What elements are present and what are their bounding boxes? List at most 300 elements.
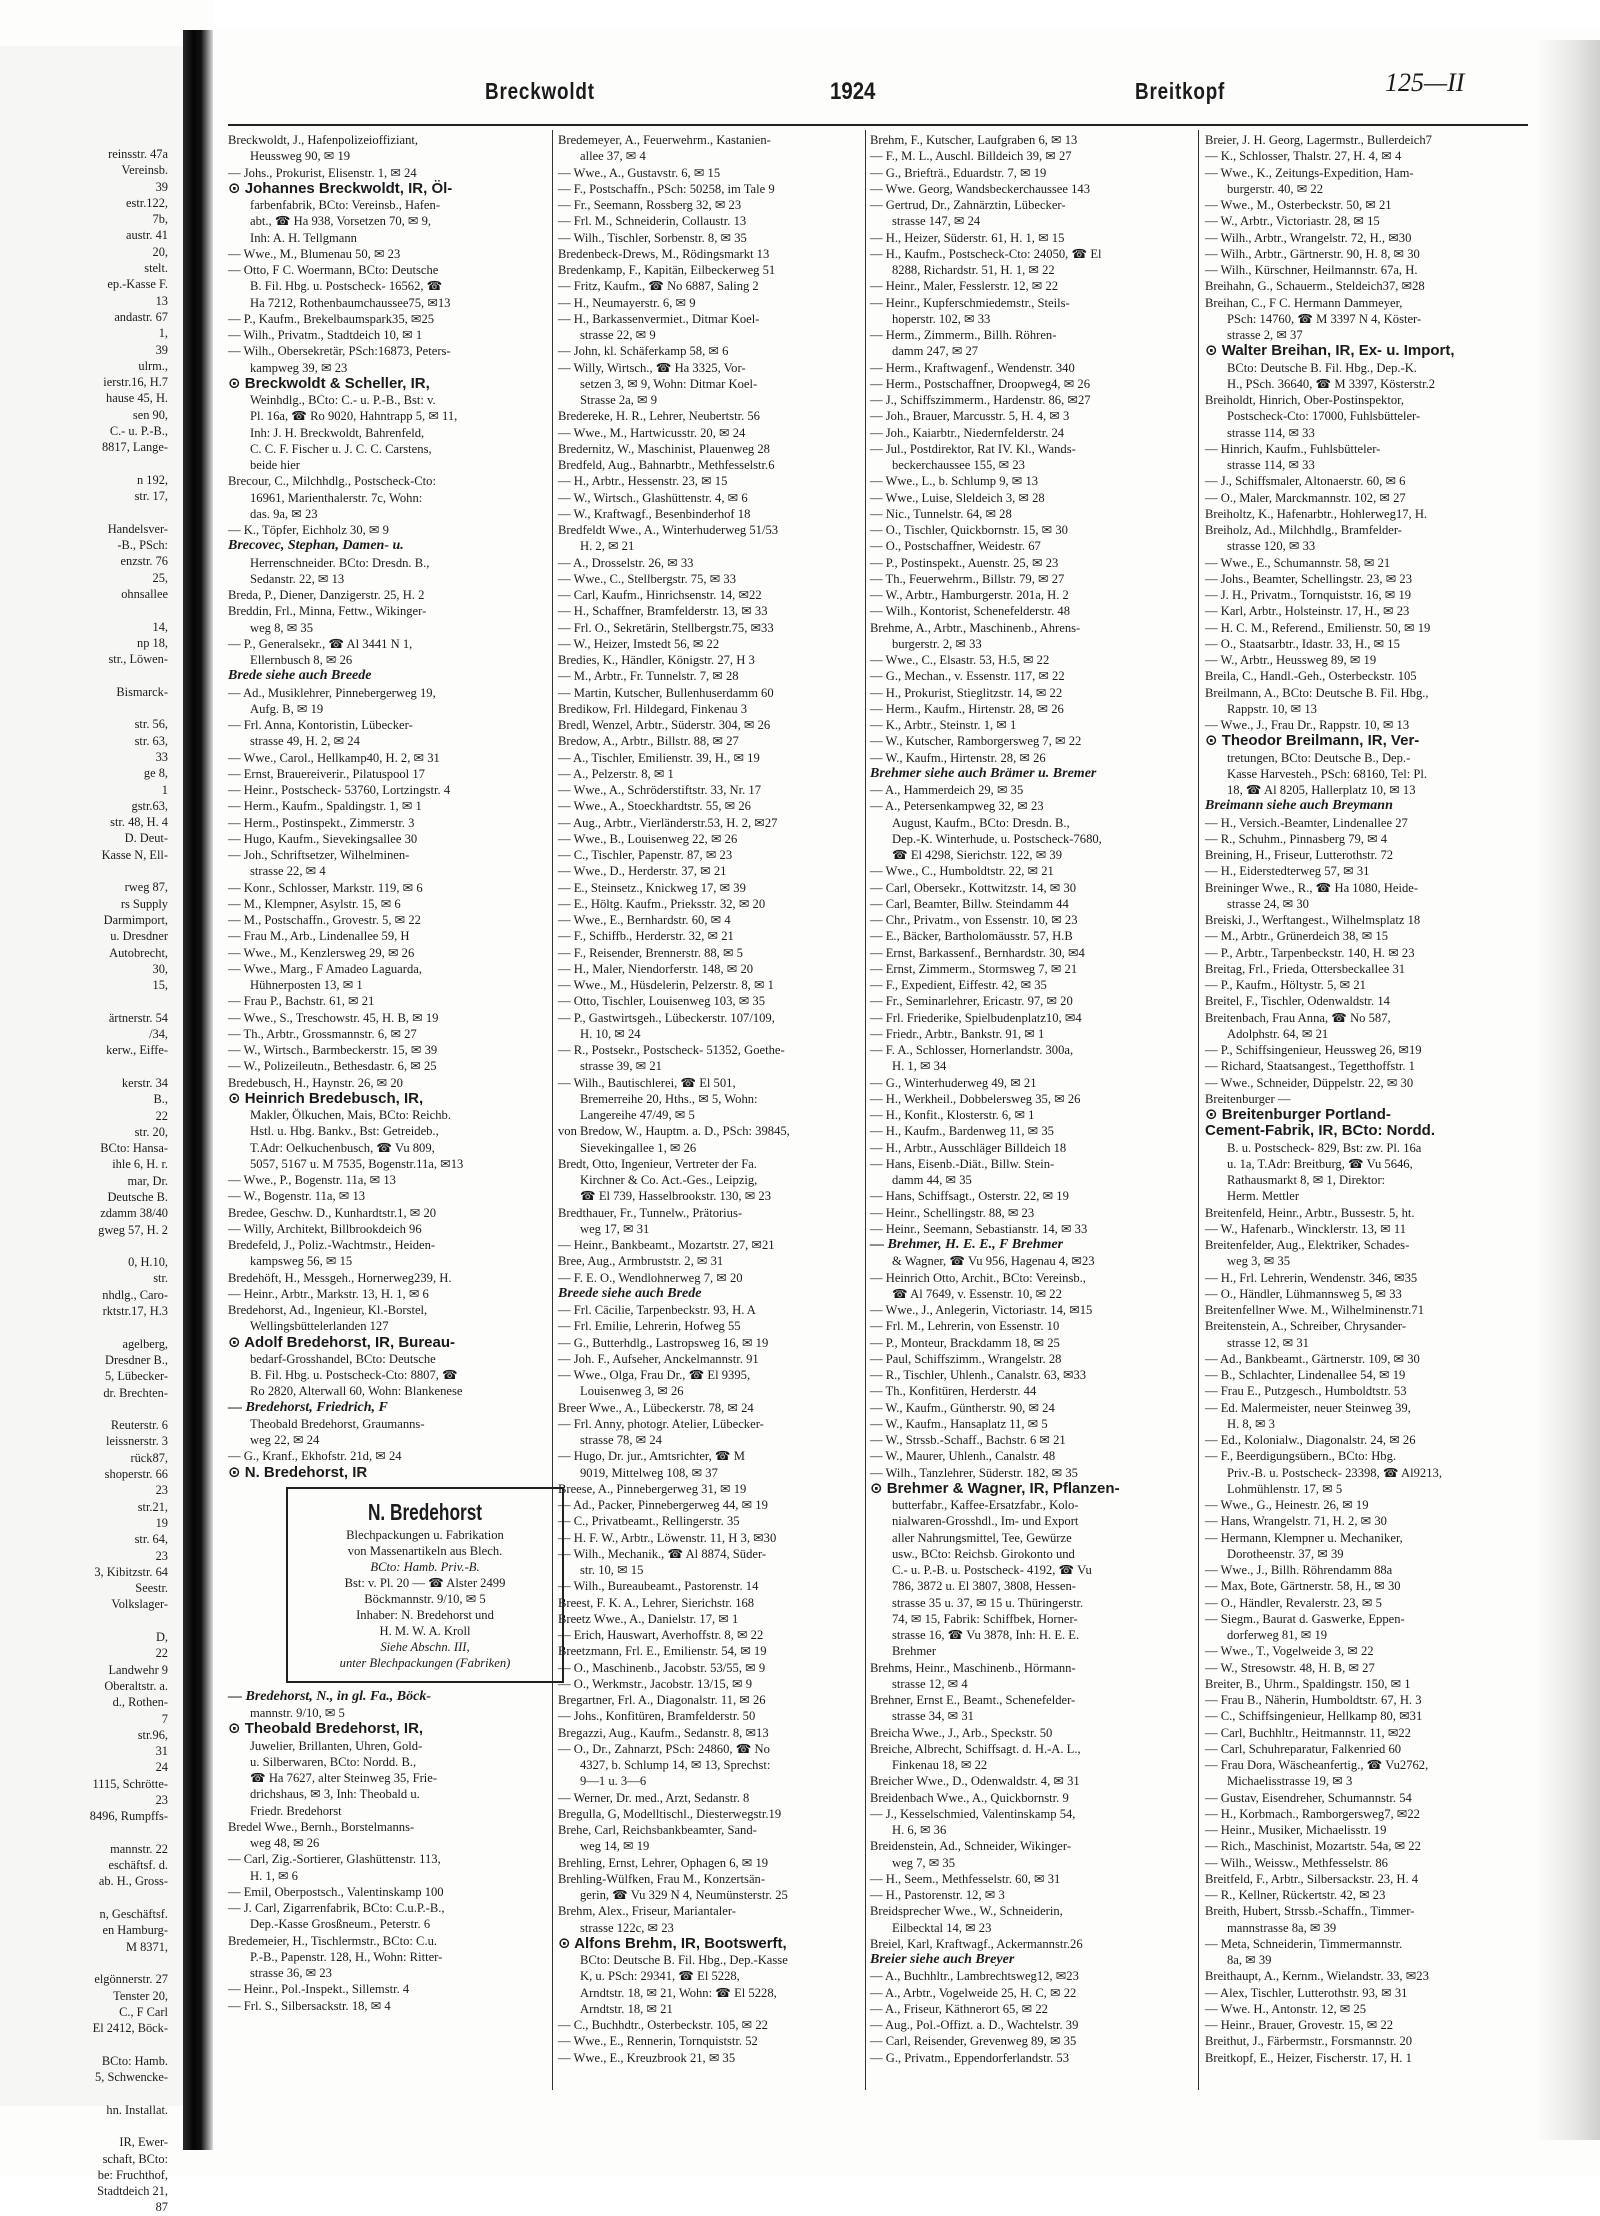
- directory-entry: — Herm., Kaufm., Hirtenstr. 28, ✉ 26: [870, 701, 1064, 716]
- directory-entry: — Joh., Brauer, Marcusstr. 5, H. 4, ✉ 3: [870, 409, 1070, 424]
- directory-entry: — P., Arbtr., Tarpenbeckstr. 140, H. ✉ 23: [1205, 945, 1415, 960]
- directory-entry: — Emil, Oberpostsch., Valentinskamp 100: [228, 1884, 444, 1899]
- entry-continuation: weg 8, ✉ 35: [250, 620, 314, 635]
- entry-continuation: 9019, Mittelweg 108, ✉ 37: [580, 1465, 718, 1480]
- directory-entry: Breidenbach Wwe., A., Quickbornstr. 9: [870, 1790, 1069, 1805]
- directory-entry: — Carl, Beamter, Billw. Steindamm 44: [870, 896, 1069, 911]
- directory-entry: Bredereke, H. R., Lehrer, Neubertstr. 56: [558, 409, 760, 424]
- previous-page-fragment: andastr. 67: [114, 309, 168, 324]
- entry-continuation: gerin, ☎ Vu 329 N 4, Neumünsterstr. 25: [580, 1888, 788, 1902]
- directory-entry: — Wwe., J., Frau Dr., Rappstr. 10, ✉ 13: [1205, 718, 1410, 732]
- directory-entry: Bredenbeck-Drews, M., Rödingsmarkt 13: [558, 246, 770, 261]
- previous-page-fragment: n, Geschäftsf.: [99, 1907, 168, 1922]
- previous-page-fragment: 23: [155, 1483, 168, 1498]
- entry-continuation: T.Adr: Oelkuchenbusch, ☎ Vu 809,: [250, 1140, 435, 1155]
- directory-entry: — Carl, Buchhltr., Heitmannstr. 11, ✉22: [1205, 1725, 1411, 1740]
- directory-entry: — Aug., Pol.-Offizt. a. D., Wachtelstr. 39: [870, 2018, 1079, 2032]
- previous-page-fragment: 22: [155, 1646, 168, 1661]
- previous-page-fragment: 25,: [152, 570, 168, 585]
- directory-entry: — P., Gastwirtsgeh., Lübeckerstr. 107/109,: [558, 1010, 775, 1025]
- directory-entry: — H., Pastorenstr. 12, ✉ 3: [870, 1888, 1005, 1902]
- directory-entry: — Joh., Schriftsetzer, Wilhelminen-: [228, 848, 410, 862]
- directory-entry: — Rich., Maschinist, Mozartstr. 54a, ✉ 22: [1205, 1839, 1421, 1854]
- entry-continuation: strasse 78, ✉ 24: [580, 1433, 662, 1447]
- previous-page-fragment: dr. Brechten-: [103, 1385, 168, 1400]
- directory-entry: — Wwe., C., Elsastr. 53, H.5, ✉ 22: [870, 653, 1050, 667]
- directory-entry: Bredfeldt Wwe., A., Winterhuderweg 51/53: [558, 523, 779, 537]
- previous-page-fragment: shoperstr. 66: [104, 1467, 168, 1482]
- directory-entry: — H., Frl. Lehrerin, Wendenstr. 346, ✉35: [1205, 1270, 1418, 1285]
- directory-entry: — Heinr., Kupferschmiedemstr., Steils-: [870, 295, 1070, 310]
- directory-entry: — Wilh., Mechanik., ☎ Al 8874, Süder-: [558, 1546, 767, 1561]
- directory-entry: Bredl, Wenzel, Arbtr., Süderstr. 304, ✉ 26: [558, 718, 771, 732]
- directory-entry: — Hans, Schiffsagt., Osterstr. 22, ✉ 19: [870, 1189, 1069, 1204]
- entry-continuation: Langereihe 47/49, ✉ 5: [580, 1108, 695, 1122]
- directory-entry: — H., Neumayerstr. 6, ✉ 9: [558, 295, 696, 310]
- directory-entry: — H., Schaffner, Bramfelderstr. 13, ✉ 33: [558, 604, 768, 619]
- directory-entry: Brehme, A., Arbtr., Maschinenb., Ahrens-: [870, 620, 1081, 635]
- previous-page-fragment: 20,: [152, 244, 168, 259]
- directory-entry: Breitenfelder, Aug., Elektriker, Schades-: [1205, 1238, 1410, 1252]
- directory-entry: — H., Arbtr., Ausschläger Billdeich 18: [870, 1140, 1067, 1155]
- previous-page-fragment: gstr.63,: [131, 798, 168, 813]
- directory-entry: — Karl, Arbtr., Holsteinstr. 17, H., ✉ 23: [1205, 604, 1410, 619]
- advertisement-line: Böckmannstr. 9/10, ✉ 5: [364, 1591, 486, 1606]
- header-rule: [228, 124, 1528, 126]
- directory-entry: — Friedr., Arbtr., Bankstr. 91, ✉ 1: [870, 1026, 1045, 1041]
- directory-entry: — Wilh., Kürschner, Heilmannstr. 67a, H.: [1205, 263, 1418, 277]
- previous-page-fragment: str. 20,: [134, 1124, 168, 1139]
- directory-entry: — H., Barkassenvermiet., Ditmar Koel-: [558, 311, 760, 326]
- entry-continuation: strasse 147, ✉ 24: [892, 214, 981, 229]
- entry-continuation: B. Fil. Hbg. u. Postscheck- 16562, ☎: [250, 279, 443, 294]
- advertisement-box: [286, 1487, 564, 1683]
- directory-entry: — Th., Arbtr., Grossmannstr. 6, ✉ 27: [228, 1026, 417, 1041]
- directory-entry: Breitenfeld, Heinr., Arbtr., Bussestr. 5, ht.: [1205, 1205, 1415, 1220]
- directory-entry: — Wwe., Carol., Hellkamp40, H. 2, ✉ 31: [228, 750, 440, 765]
- directory-entry: — B., Schlachter, Lindenallee 54, ✉ 19: [1205, 1368, 1406, 1382]
- directory-entry: — E., Steinsetz., Knickweg 17, ✉ 39: [558, 880, 746, 895]
- directory-entry: — Heinr., Maler, Fesslerstr. 12, ✉ 22: [870, 279, 1059, 294]
- directory-entry: — F. A., Schlosser, Hornerlandstr. 300a,: [870, 1043, 1074, 1057]
- directory-entry: — W., Wirtsch., Barmbeckerstr. 15, ✉ 39: [228, 1043, 438, 1057]
- entry-continuation: ☎ Ha 7627, alter Steinweg 35, Frie-: [250, 1771, 438, 1785]
- directory-entry: — G., Winterhuderweg 49, ✉ 21: [870, 1075, 1037, 1090]
- directory-entry: — Ad., Musiklehrer, Pinnebergerweg 19,: [228, 685, 436, 700]
- entry-continuation: BCto: Deutsche B. Fil. Hbg., Dep.-Kasse: [580, 1953, 788, 1967]
- directory-entry: Breilmann, A., BCto: Deutsche B. Fil. Hbg.,: [1205, 685, 1429, 700]
- directory-entry: Breddin, Frl., Minna, Fettw., Wikinger-: [228, 604, 427, 619]
- directory-entry: — E., Bäcker, Bartholomäusstr. 57, H.B: [870, 929, 1073, 944]
- advertisement-title: N. Bredehorst: [367, 1498, 483, 1525]
- previous-page-fragment: hn. Installat.: [106, 2102, 168, 2117]
- directory-entry: — W., Kraftwagf., Besenbinderhof 18: [558, 506, 751, 521]
- previous-page-fragment: [0, 1825, 170, 1841]
- directory-entry: — Wilh., Tanzlehrer, Süderstr. 182, ✉ 35: [870, 1465, 1078, 1480]
- directory-entry: Brehm, Alex., Friseur, Mariantaler-: [558, 1904, 736, 1919]
- directory-entry: — John, kl. Schäferkamp 58, ✉ 6: [558, 344, 729, 359]
- directory-entry: — A., Tischler, Emilienstr. 39, H., ✉ 19: [558, 750, 760, 765]
- entry-continuation: str. 10, ✉ 15: [580, 1563, 644, 1577]
- directory-entry: — O., Tischler, Quickbornstr. 15, ✉ 30: [870, 523, 1068, 537]
- directory-entry: Brehling, Ernst, Lehrer, Ophagen 6, ✉ 19: [558, 1855, 769, 1870]
- entry-continuation: Dep.-Kasse Grosßneum., Peterstr. 6: [250, 1917, 431, 1932]
- directory-entry: Breest, F. K. A., Lehrer, Sierichstr. 168: [558, 1595, 755, 1610]
- entry-continuation: strasse 24, ✉ 30: [1227, 896, 1309, 911]
- entry-continuation: butterfabr., Kaffee-Ersatzfabr., Kolo-: [892, 1498, 1079, 1512]
- directory-entry: — Carl, Zig.-Sortierer, Glashüttenstr. 113,: [228, 1852, 441, 1867]
- directory-entry: — F., Postschaffn., PSch: 50258, im Tale 9: [558, 181, 775, 196]
- entry-continuation: H. 10, ✉ 24: [580, 1026, 641, 1041]
- entry-continuation: strasse 16, ☎ Vu 3878, Inh: H. E. E.: [892, 1628, 1080, 1642]
- previous-page-fragment: agelberg,: [122, 1336, 168, 1351]
- directory-entry: — W., Heizer, Imstedt 56, ✉ 22: [558, 636, 720, 651]
- entry-continuation: burgerstr. 2, ✉ 33: [892, 636, 982, 651]
- directory-entry: — Wilh., Kontorist, Schenefelderstr. 48: [870, 604, 1071, 619]
- directory-entry: Breier siehe auch Breyer: [870, 1952, 1015, 1967]
- previous-page-fragment: 15,: [152, 978, 168, 993]
- previous-page-fragment: 19: [155, 1515, 168, 1530]
- directory-entry: Breitag, Frl., Frieda, Ottersbeckallee 31: [1205, 961, 1406, 976]
- directory-entry: — G., Mechan., v. Essenstr. 117, ✉ 22: [870, 669, 1065, 684]
- directory-entry: — Heinr., Postscheck- 53760, Lortzingstr. 4: [228, 783, 451, 797]
- entry-continuation: B. u. Postscheck- 829, Bst: zw. Pl. 16a: [1227, 1140, 1422, 1155]
- entry-continuation: farbenfabrik, BCto: Vereinsb., Hafen-: [250, 198, 441, 212]
- entry-continuation: strasse 2, ✉ 37: [1227, 328, 1303, 342]
- directory-entry: Bredehöft, H., Messgeh., Hornerweg239, H.: [228, 1270, 452, 1285]
- directory-entry: Breithaupt, A., Kernm., Wielandstr. 33, ✉23: [1205, 1969, 1429, 1984]
- directory-entry: — W., Polizeileutn., Bethesdastr. 6, ✉ 25: [228, 1059, 437, 1074]
- directory-entry: — Wwe., J., Billh. Röhrendamm 88a: [1205, 1563, 1393, 1577]
- directory-entry: — Wwe., M., Blumenau 50, ✉ 23: [228, 246, 401, 261]
- directory-entry: Bregulla, G, Modelltischl., Diesterwegstr.19: [558, 1806, 782, 1821]
- previous-page-fragment: 1115, Schrötte-: [92, 1776, 168, 1791]
- previous-page-fragment: 24: [155, 1760, 168, 1775]
- previous-page-fragment: Autobrecht,: [109, 945, 168, 960]
- directory-entry: — H., Kaufm., Postscheck-Cto: 24050, ☎ El: [870, 246, 1102, 261]
- entry-continuation: 9—1 u. 3—6: [580, 1774, 647, 1789]
- entry-continuation: Postscheck-Cto: 17000, Fuhlsbütteler-: [1227, 409, 1421, 424]
- directory-entry: — P., Kaufm., Brekelbaumspark35, ✉25: [228, 311, 435, 326]
- directory-entry: Bredow, A., Arbtr., Billstr. 88, ✉ 27: [558, 734, 739, 749]
- directory-entry: Bredehorst, Ad., Ingenieur, Kl.-Borstel,: [228, 1303, 428, 1317]
- previous-page-fragment: str.96,: [137, 1727, 168, 1742]
- previous-page-fragment: ulrm.,: [138, 358, 168, 373]
- previous-page-fragment: Landwehr 9: [108, 1662, 168, 1677]
- directory-entry: — Carl, Reisender, Grevenweg 89, ✉ 35: [870, 2034, 1077, 2049]
- directory-entry: Breiter, B., Uhrm., Spaldingstr. 150, ✉ 1: [1205, 1676, 1411, 1691]
- running-head-year: 1924: [830, 78, 876, 105]
- entry-continuation: damm 247, ✉ 27: [892, 344, 979, 359]
- directory-entry: — W., Strssb.-Schaff., Bachstr. 6 ✉ 21: [870, 1433, 1066, 1447]
- previous-page-fragment: 5, Lübecker-: [104, 1369, 168, 1384]
- entry-continuation: strasse 120, ✉ 33: [1227, 539, 1316, 554]
- entry-continuation: K, u. PSch: 29341, ☎ El 5228,: [580, 1969, 740, 1984]
- previous-page-fragment: [0, 1613, 170, 1629]
- directory-entry: — O., Postschaffner, Weidestr. 67: [870, 539, 1041, 554]
- previous-page-fragment: mannstr. 22: [110, 1841, 168, 1856]
- entry-continuation: Inh: A. H. Tellgmann: [250, 230, 357, 245]
- directory-entry: — Heinr., Bankbeamt., Mozartstr. 27, ✉21: [558, 1238, 775, 1252]
- directory-column-2: [558, 132, 888, 2107]
- previous-page-fragment: enzstr. 76: [120, 554, 168, 569]
- firm-entry-heading: ⊙ Alfons Brehm, IR, Bootswerft,: [558, 1934, 787, 1952]
- entry-continuation: strasse 114, ✉ 33: [1227, 458, 1315, 472]
- directory-entry: — G., Kranf., Ekhofstr. 21d, ✉ 24: [228, 1449, 402, 1464]
- directory-entry: — W., Kaufm., Hirtenstr. 28, ✉ 26: [870, 750, 1046, 765]
- directory-entry: — Frau M., Arb., Lindenallee 59, H: [228, 929, 410, 944]
- entry-continuation: drichshaus, ✉ 3, Inh: Theobald u.: [250, 1787, 420, 1802]
- previous-page-fragment: Stadtdeich 21,: [97, 2184, 168, 2199]
- entry-continuation: 74, ✉ 15, Fabrik: Schiffbek, Horner-: [892, 1611, 1078, 1626]
- directory-entry: Bredernitz, W., Maschinist, Plauenweg 28: [558, 441, 770, 456]
- entry-continuation: Dep.-K. Winterhude, u. Postscheck-7680,: [892, 831, 1102, 846]
- previous-page-fragment: schaft, BCto:: [102, 2151, 168, 2166]
- directory-entry: — C., Privatbeamt., Rellingerstr. 35: [558, 1514, 740, 1529]
- previous-page-fragment: Seestr.: [135, 1581, 168, 1596]
- entry-continuation: H. 2, ✉ 21: [580, 539, 635, 554]
- directory-entry: von Bredow, W., Hauptm. a. D., PSch: 39845,: [558, 1124, 790, 1139]
- directory-entry: Breiholz, Ad., Milchhdlg., Bramfelder-: [1205, 523, 1403, 537]
- previous-page-fragment: ärtnerstr. 54: [108, 1010, 168, 1025]
- previous-page-fragment: gweg 57, H. 2: [98, 1222, 168, 1237]
- entry-continuation: H., PSch. 36640, ☎ M 3397, Kösterstr.2: [1227, 376, 1436, 391]
- directory-entry: Bredemeyer, A., Feuerwehrm., Kastanien-: [558, 133, 771, 147]
- directory-entry: — Frl. Anna, Kontoristin, Lübecker-: [228, 718, 413, 732]
- directory-entry: — K., Töpfer, Eichholz 30, ✉ 9: [228, 523, 389, 537]
- directory-entry: — H., Kaufm., Bardenweg 11, ✉ 35: [870, 1124, 1054, 1139]
- directory-entry: — Johs., Prokurist, Elisenstr. 1, ✉ 24: [228, 165, 417, 180]
- directory-entry: — Frl. Emilie, Lehrerin, Hofweg 55: [558, 1319, 741, 1334]
- directory-entry: — Wilh., Privatm., Stadtdeich 10, ✉ 1: [228, 328, 423, 342]
- previous-page-fragment: n 192,: [137, 472, 168, 487]
- entry-continuation: kampweg 39, ✉ 23: [250, 360, 348, 375]
- directory-entry: — Bredehorst, N., in gl. Fa., Böck-: [228, 1688, 432, 1704]
- previous-page-fragment: Tenster 20,: [113, 1988, 168, 2003]
- entry-continuation: B. Fil. Hbg. u. Postscheck-Cto: 8807, ☎: [250, 1368, 458, 1382]
- entry-continuation: Inh: J. H. Breckwoldt, Bahrenfeld,: [250, 425, 425, 440]
- directory-entry: — Wwe., L., b. Schlump 9, ✉ 13: [870, 474, 1039, 489]
- entry-continuation: Ro 2820, Alterwall 60, Wohn: Blankenese: [250, 1384, 463, 1399]
- directory-entry: Breihahn, G., Schauerm., Steldeich37, ✉28: [1205, 279, 1425, 294]
- directory-entry: — G., Privatm., Eppendorferlandstr. 53: [870, 2050, 1070, 2065]
- advertisement-line: Inhaber: N. Bredehorst und: [356, 1607, 494, 1622]
- directory-entry: Brehling-Wülfken, Frau M., Konzertsän-: [558, 1871, 766, 1886]
- entry-continuation: setzen 3, ✉ 9, Wohn: Ditmar Koel-: [580, 376, 758, 391]
- entry-continuation: Ellernbusch 8, ✉ 26: [250, 653, 353, 667]
- directory-entry: — A., Pelzerstr. 8, ✉ 1: [558, 766, 674, 781]
- directory-entry: — A., Petersenkampweg 32, ✉ 23: [870, 799, 1044, 814]
- directory-entry: — E., Höltg. Kaufm., Prieksstr. 32, ✉ 20: [558, 896, 766, 911]
- directory-entry: Brehe, Carl, Reichsbankbeamter, Sand-: [558, 1823, 757, 1837]
- directory-entry: — Hinrich, Kaufm., Fuhlsbütteler-: [1205, 441, 1381, 456]
- previous-page-fragment: 22: [155, 1108, 168, 1123]
- entry-continuation: ☎ Al 7649, v. Essenstr. 10, ✉ 22: [892, 1286, 1062, 1301]
- directory-entry: — Wilh., Arbtr., Wrangelstr. 72, H., ✉30: [1205, 230, 1412, 245]
- directory-entry: Breiholtz, K., Hafenarbtr., Hohlerweg17, H.: [1205, 506, 1428, 521]
- directory-entry: — Herm., Kraftwagenf., Wendenstr. 340: [870, 360, 1075, 375]
- previous-page-fragment: rs Supply: [120, 896, 168, 911]
- directory-entry: — F., M. L., Auschl. Billdeich 39, ✉ 27: [870, 149, 1072, 164]
- entry-continuation: Ha 7212, Rothenbaumchaussee75, ✉13: [250, 295, 451, 310]
- previous-page-fragment: [0, 2085, 170, 2101]
- firm-entry-heading: ⊙ Johannes Breckwoldt, IR, Öl-: [228, 179, 453, 197]
- directory-entry: — H., Prokurist, Stieglitzstr. 14, ✉ 22: [870, 685, 1063, 700]
- directory-entry: — Alex, Tischler, Lutterothstr. 93, ✉ 31: [1205, 1985, 1408, 2000]
- directory-entry: — Th., Konfitüren, Herderstr. 44: [870, 1384, 1037, 1399]
- previous-page-fragment: [0, 1059, 170, 1075]
- previous-page-fragment: Deutsche B.: [107, 1190, 168, 1204]
- previous-page-fragment: [0, 668, 170, 684]
- previous-page-fragment: [0, 2118, 170, 2134]
- directory-entry: — Joh. F., Aufseher, Anckelmannstr. 91: [558, 1351, 759, 1366]
- directory-entry: — H., Arbtr., Hessenstr. 23, ✉ 15: [558, 474, 728, 489]
- directory-entry: — Fr., Seemann, Rossberg 32, ✉ 23: [558, 198, 742, 212]
- previous-page-fragment: ierstr.16, H.7: [103, 375, 168, 390]
- entry-continuation: u. 1a, T.Adr: Breitburg, ☎ Vu 5646,: [1227, 1156, 1413, 1171]
- previous-page-fragment: Volkslager-: [111, 1597, 168, 1612]
- directory-entry: Bredemeier, H., Tischlermstr., BCto: C.u.: [228, 1933, 438, 1948]
- entry-continuation: beide hier: [250, 458, 300, 472]
- directory-entry: — Gertrud, Dr., Zahnärztin, Lübecker-: [870, 198, 1066, 212]
- previous-page-fragment: kerw., Eiffe-: [106, 1043, 168, 1058]
- directory-entry: — J. Carl, Zigarrenfabrik, BCto: C.u.P.-B.,: [228, 1901, 445, 1915]
- directory-entry: — O., Dr., Zahnarzt, PSch: 24860, ☎ No: [558, 1741, 770, 1756]
- directory-entry: — Wwe. Georg, Wandsbeckerchaussee 143: [870, 181, 1091, 196]
- directory-entry: — Wwe., C., Humboldtstr. 22, ✉ 21: [870, 864, 1054, 879]
- directory-entry: Breda, P., Diener, Danzigerstr. 25, H. 2: [228, 588, 425, 602]
- entry-continuation: abt., ☎ Ha 938, Vorsetzen 70, ✉ 9,: [250, 214, 432, 229]
- directory-entry: — Werner, Dr. med., Arzt, Sedanstr. 8: [558, 1790, 750, 1805]
- previous-page-fragment: str.: [153, 1271, 168, 1286]
- directory-entry: — Wwe., M., Hüsdelerin, Pelzerstr. 8, ✉ 1: [558, 978, 774, 992]
- directory-entry: — Nic., Tunnelstr. 64, ✉ 28: [870, 506, 1012, 521]
- entry-continuation: Finkenau 18, ✉ 22: [892, 1758, 988, 1772]
- directory-entry: — Heinr., Arbtr., Markstr. 13, H. 1, ✉ 6: [228, 1286, 429, 1301]
- previous-page-fragment: ihle 6, H. r.: [112, 1157, 168, 1172]
- entry-continuation: BCto: Deutsche B. Fil. Hbg., Dep.-K.: [1227, 360, 1417, 375]
- directory-entry: — Wwe., B., Louisenweg 22, ✉ 26: [558, 831, 738, 846]
- directory-entry: — W., Arbtr., Heussweg 89, ✉ 19: [1205, 653, 1377, 667]
- directory-entry: Breitenfellner Wwe. M., Wilhelminenstr.71: [1205, 1303, 1425, 1317]
- firm-entry-heading: ⊙ Heinrich Bredebusch, IR,: [228, 1089, 424, 1107]
- entry-continuation: kampsweg 56, ✉ 15: [250, 1254, 353, 1269]
- entry-continuation: Weinhdlg., BCto: C.- u. P.-B., Bst: v.: [250, 393, 436, 407]
- directory-entry: Breetzmann, Frl. E., Emilienstr. 54, ✉ 19: [558, 1644, 767, 1659]
- directory-entry: — P., Postinspekt., Auenstr. 25, ✉ 23: [870, 555, 1059, 570]
- previous-page-fragment: Bismarck-: [116, 684, 168, 699]
- directory-entry: — Herm., Zimmerm., Billh. Röhren-: [870, 328, 1057, 342]
- directory-entry: — A., Drosselstr. 26, ✉ 33: [558, 555, 694, 570]
- entry-continuation: Theobald Bredehorst, Graumanns-: [250, 1416, 425, 1431]
- page-edge-shadow: [1535, 40, 1600, 2140]
- previous-page-fragment: 30,: [152, 961, 168, 976]
- directory-entry: Bredefeld, J., Poliz.-Wachtmstr., Heiden-: [228, 1238, 436, 1252]
- directory-entry: — R., Tischler, Uhlenh., Canalstr. 63, ✉33: [870, 1368, 1087, 1382]
- directory-entry: Breitenburger —: [1205, 1091, 1291, 1106]
- directory-entry: Breede siehe auch Brede: [558, 1285, 702, 1301]
- directory-entry: — Wwe., E., Schumannstr. 58, ✉ 21: [1205, 555, 1391, 570]
- directory-entry: — F., Schiffb., Herderstr. 32, ✉ 21: [558, 929, 734, 944]
- previous-page-fragment: str. 64,: [134, 1532, 168, 1547]
- directory-entry: — G., Butterhdlg., Lastropsweg 16, ✉ 19: [558, 1335, 769, 1350]
- directory-entry: — Frl. Friederike, Spielbudenplatz10, ✉4: [870, 1010, 1082, 1025]
- directory-entry: Brecovec, Stephan, Damen- u.: [228, 538, 404, 554]
- previous-page-fragment: 23: [155, 1548, 168, 1563]
- directory-entry: Breidsprecher Wwe., W., Schneiderin,: [870, 1904, 1063, 1919]
- directory-entry: — Richard, Staatsangest., Tegetthoffstr. 1: [1205, 1059, 1415, 1074]
- entry-continuation: strasse 122c, ✉ 23: [580, 1920, 674, 1935]
- entry-continuation: ☎ El 4298, Sierichstr. 122, ✉ 39: [892, 848, 1063, 862]
- previous-page-fragment: 7b,: [152, 212, 168, 227]
- directory-entry: — O., Werkmstr., Jacobstr. 13/15, ✉ 9: [558, 1676, 753, 1691]
- directory-entry: — Heinr., Pol.-Inspekt., Sillemstr. 4: [228, 1982, 410, 1997]
- previous-page-fragment: Handelsver-: [107, 521, 168, 536]
- directory-entry: — P., Monteur, Brackdamm 18, ✉ 25: [870, 1335, 1060, 1350]
- directory-entry: — K., Schlosser, Thalstr. 27, H. 4, ✉ 4: [1205, 149, 1402, 164]
- directory-entry: — P., Generalsekr., ☎ Al 3441 N 1,: [228, 636, 413, 651]
- entry-continuation: strasse 36, ✉ 23: [250, 1966, 332, 1980]
- directory-entry: Breier, J. H. Georg, Lagermstr., Bullerdeich7: [1205, 133, 1432, 147]
- previous-page-fragment: 8496, Rumpffs-: [89, 1809, 168, 1824]
- directory-entry: — Frau E., Putzgesch., Humboldtstr. 53: [1205, 1384, 1407, 1399]
- previous-page-fragment: BCto: Hansa-: [100, 1141, 168, 1156]
- directory-entry: — Frl. M., Schneiderin, Collaustr. 13: [558, 214, 747, 229]
- advertisement-line: unter Blechpackungen (Fabriken): [339, 1655, 511, 1670]
- advertisement-line: Blechpackungen u. Fabrikation: [346, 1527, 504, 1542]
- directory-entry: Breitel, F., Tischler, Odenwaldstr. 14: [1205, 994, 1390, 1009]
- directory-entry: — Wwe., K., Zeitungs-Expedition, Ham-: [1205, 165, 1414, 180]
- entry-continuation: weg 17, ✉ 31: [580, 1221, 650, 1236]
- entry-continuation: 786, 3872 u. El 3807, 3808, Hessen-: [892, 1579, 1076, 1594]
- directory-entry: — Frau Dora, Wäscheanfertig., ☎ Vu2762,: [1205, 1758, 1429, 1772]
- previous-page-fragment: M 8371,: [126, 1939, 168, 1954]
- previous-page-fragment: 0, H.10,: [128, 1255, 168, 1270]
- entry-continuation: weg 48, ✉ 26: [250, 1836, 320, 1850]
- previous-page-fragment: 39: [155, 342, 168, 357]
- previous-page-fragment: 13: [155, 293, 168, 308]
- directory-entry: — Heinr., Musiker, Michaelisstr. 19: [1205, 1823, 1387, 1837]
- directory-entry: — Bredehorst, Friedrich, F: [228, 1399, 388, 1415]
- directory-entry: Breckwoldt, J., Hafenpolizeioffiziant,: [228, 133, 419, 147]
- previous-page-fragment: 5, Schwencke-: [95, 2070, 168, 2085]
- directory-entry: — Wwe., M., Kenzlersweg 29, ✉ 26: [228, 945, 415, 960]
- directory-entry: — Willy, Wirtsch., ☎ Ha 3325, Vor-: [558, 360, 746, 375]
- entry-continuation: bedarf-Grosshandel, BCto: Deutsche: [250, 1351, 436, 1366]
- previous-page-fragment: 31: [155, 1744, 168, 1759]
- firm-entry-heading: ⊙ Theobald Bredehorst, IR,: [228, 1720, 424, 1738]
- previous-page-fragment: 3, Kibitzstr. 64: [94, 1564, 168, 1579]
- directory-entry: — Siegm., Baurat d. Gaswerke, Eppen-: [1205, 1611, 1405, 1626]
- previous-page-fragment: str. 48, H. 4: [110, 815, 168, 830]
- entry-continuation: aller Nahrungsmittel, Tee, Gewürze: [892, 1530, 1072, 1545]
- directory-entry: Breiche, Albrecht, Schiffsagt. d. H.-A. L.,: [870, 1741, 1081, 1756]
- previous-page-fragment: rktstr.17, H.3: [102, 1304, 168, 1319]
- directory-entry: — Wwe. H., Antonstr. 12, ✉ 25: [1205, 2001, 1367, 2016]
- entry-continuation: C. C. F. Fischer u. J. C. C. Carstens,: [250, 441, 432, 456]
- directory-entry: — Johs., Konfitüren, Bramfelderstr. 50: [558, 1709, 756, 1724]
- firm-entry-heading: ⊙ Breitenburger Portland-: [1205, 1106, 1391, 1123]
- previous-page-fragment: ohnsallee: [121, 587, 168, 602]
- directory-entry: — Wwe., J., Anlegerin, Victoriastr. 14, ✉15: [870, 1303, 1093, 1317]
- previous-page-fragment: ep.-Kasse F.: [107, 277, 168, 292]
- directory-entry: Breitkopf, E., Heizer, Fischerstr. 17, H. 1: [1205, 2050, 1412, 2065]
- directory-entry: Breith, Hubert, Strssb.-Schaffn., Timmer-: [1205, 1904, 1415, 1919]
- directory-entry: — F. E. O., Wendlohnerweg 7, ✉ 20: [558, 1270, 743, 1285]
- directory-entry: — F., Expedient, Eiffestr. 42, ✉ 35: [870, 978, 1047, 992]
- entry-continuation: allee 37, ✉ 4: [580, 149, 646, 164]
- entry-continuation: strasse 35 u. 37, ✉ 15 u. Thüringerstr.: [892, 1595, 1084, 1610]
